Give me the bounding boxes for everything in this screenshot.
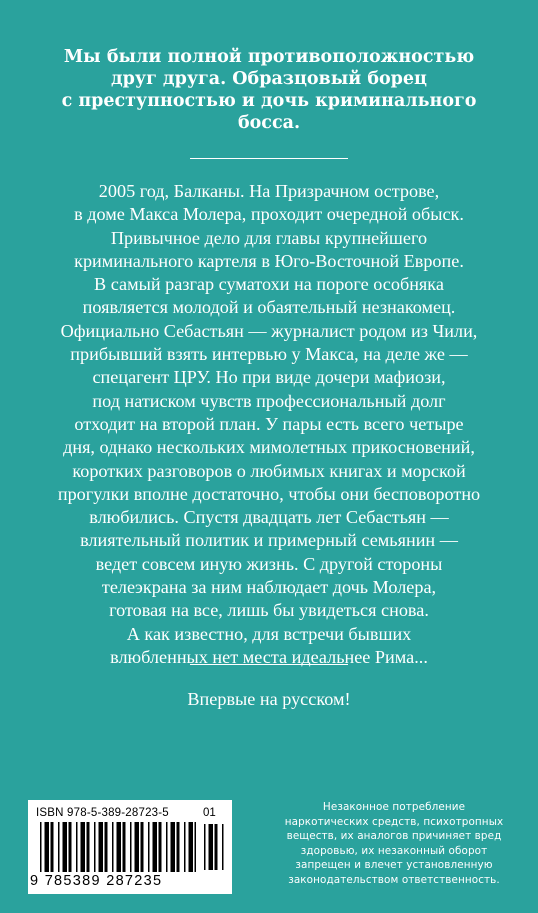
barcode-bar [45,822,50,872]
barcode-bar [215,824,218,870]
tagline [40,46,498,134]
barcode-bar [153,822,158,872]
barcode-bar [135,822,140,872]
blurb-line: А как известно, для встречи бывших [126,623,412,644]
tagline-line: друг друга. Образцовый борец [111,69,427,89]
ean-digits: 9 785389 287235 [30,873,163,889]
top-divider [190,158,348,159]
barcode-bars [40,822,196,872]
blurb-line: 2005 год, Балканы. На Призрачном острове, [98,181,440,201]
barcode-bar [204,824,206,870]
blurb-text [30,180,508,669]
isbn-number: ISBN 978-5-389-28723-5 [36,807,169,819]
barcode-addon-bars [204,824,226,870]
barcode-bar [166,822,168,872]
barcode-bar [58,822,60,872]
barcode-bar [148,822,150,872]
barcode-bar [222,824,224,870]
barcode-bar [87,822,90,872]
barcode-bar [81,822,86,872]
bottom-divider [190,664,348,665]
barcode-bar [171,822,176,872]
barcode-bar [105,822,108,872]
barcode-bar [76,822,78,872]
warning-line: запрещен и влечет установленную [295,859,493,872]
barcode-bar [195,822,197,872]
blurb-line: телеэкрана за ним наблюдает дочь Молера, [101,577,437,598]
blurb-line: прогулки вполне достаточно, чтобы они бесповоротно [57,483,481,504]
blurb-line: дня, однако нескольких мимолетных прикосновений, [63,437,475,458]
barcode-addon-number: 01 [203,807,216,819]
barcode-bar [69,822,72,872]
barcode-bar [141,822,144,872]
blurb-line: появляется молодой и обаятельный незнакомец. [82,297,456,318]
tagline-line: с преступностью и дочь криминального [61,91,477,111]
barcode-bar [40,822,42,872]
warning-line: здоровью, их незаконный оборот [300,844,488,857]
warning-line: законодательством ответственность. [288,873,500,886]
barcode-bar [63,822,68,872]
tagline-line: Мы были полной противоположностью [63,47,475,67]
blurb-line: влиятельный политик и примерный семьянин — [80,530,458,551]
first-time-in-russian: Впервые на русском! [187,689,351,709]
blurb-line: Привычное дело для главы крупнейшего [110,227,428,248]
blurb-line: коротких разговоров о любимых книгах и морской [72,460,466,481]
warning-line: наркотических средств, психотропных [284,815,504,828]
blurb-line: прибывший взять интервью у Макса, на деле же — [70,344,468,365]
blurb-line: Официально Себастьян — журналист родом из Чили, [60,320,478,341]
barcode-bar [177,822,180,872]
barcode-bar [94,822,96,872]
blurb-line: отходит на второй план. У пары есть всего четыре [74,413,464,434]
blurb-line: в доме Макса Молера, проходит очередной обыск. [74,204,464,225]
barcode-bar [99,822,104,872]
barcode-bar [51,822,54,872]
barcode-bar [209,824,214,870]
isbn-barcode [28,800,232,894]
blurb-line: под натиском чувств профессиональный долг [92,390,446,411]
barcode-bar [123,822,126,872]
barcode-bar [189,822,194,872]
blurb-line: ведет совсем иную жизнь. С другой стороны [95,553,443,574]
barcode-bar [117,822,122,872]
blurb-line: криминального картеля в Юго-Восточной Европе. [74,250,464,271]
barcode-bar [159,822,162,872]
barcode-bar [112,822,114,872]
blurb-line: В самый разгар суматохи на пороге особняка [94,274,444,295]
blurb-line: спецагент ЦРУ. Но при виде дочери мафиози, [92,367,446,388]
blurb-line: влюбленных нет места идеальнее Рима... [110,646,428,667]
blurb-line: влюбились. Спустя двадцать лет Себастьян — [89,507,449,528]
warning-line: Незаконное потребление [322,801,466,813]
barcode-bar [184,822,186,872]
warning-line: веществ, их аналогов причиняет вред [286,830,502,843]
blurb-line: готовая на все, лишь бы увидеться снова. [109,600,429,621]
drug-warning [268,800,520,888]
tagline-line: босса. [237,113,301,133]
barcode-bar [130,822,132,872]
